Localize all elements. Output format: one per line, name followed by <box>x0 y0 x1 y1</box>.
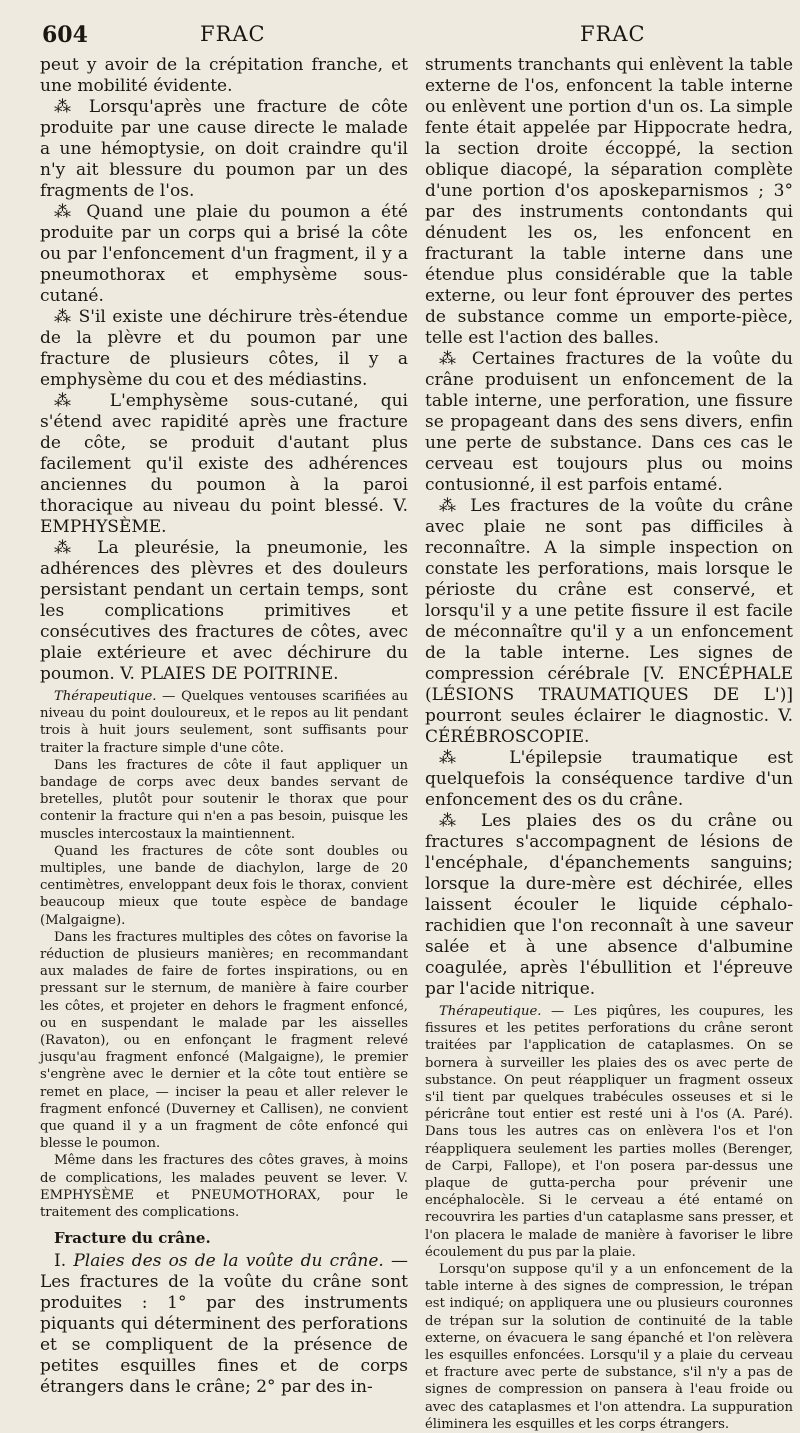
small-paragraph: Dans les fractures de côte il faut appliquer un bandage de corps avec deux bandes servant de bretelles, plutôt pour soutenir le thorax que pour contenir la fracture qui n'en a pas besoin, puisque les muscles intercostaux la maintiennent. <box>40 757 408 842</box>
small-paragraph: Même dans les fractures des côtes graves, à moins de complications, les malades peuvent se lever. V. EMPHYSÈME et PNEUMOTHORAX, pour le traitement des complications. <box>40 1153 408 1221</box>
subsection-title: Plaies des os de la voûte du crâne. <box>73 1251 384 1272</box>
paragraph: ⁂ Les plaies des os du crâne ou fractures s'accompagnent de lésions de l'encéphale, d'épanchements sanguins; lorsque la dure-mère est déchirée, elles laissent écouler le liquide céphalo-rachidien que l'on reconnaît à une saveur salée et à une absence d'albumine coagulée, après l'ébullition et l'épreuve par l'acide nitrique. <box>425 811 793 999</box>
therapeutics-label: Thérapeutique. <box>54 689 157 704</box>
left-column <box>40 55 408 1398</box>
paragraph: struments tranchants qui enlèvent la table externe de l'os, enfoncent la table interne ou enlèvent une portion d'un os. La simple fente était appelée par Hippocrate hedra, la section droite éccoppé, la section oblique diacopé, la séparation complète d'une portion d'os aposkeparnismos ; 3° par des instruments contondants qui dénudent les os, les enfoncent en fracturant la table interne dans une étendue plus considérable que la table externe, ou leur font éprouver des pertes de substance comme un emporte-pièce, telle est l'action des balles. <box>425 55 793 348</box>
paragraph: ⁂ Lorsqu'après une fracture de côte produite par une cause directe le malade a une hémoptysie, on doit craindre qu'il n'y ait blessure du poumon par un des fragments de l'os. <box>40 97 408 201</box>
small-paragraph: Lorsqu'on suppose qu'il y a un enfoncement de la table interne à des signes de compression, le trépan est indiqué; on appliquera une ou plusieurs couronnes de trépan sur la solution de continuité de la table externe, on évacuera le sang épanché et l'on relèvera les esquilles enfoncées. Lorsqu'il y a plaie du cerveau et fracture avec perte de substance, s'il n'y a pas de signes de compression on pansera à l'eau froide ou avec des cataplasmes et l'on attendra. La suppuration éliminera les esquilles et les corps étrangers. <box>425 1262 793 1432</box>
page-header <box>0 22 800 52</box>
paragraph: ⁂ S'il existe une déchirure très-étendue de la plèvre et du poumon par une fracture de plusieurs côtes, il y a emphysème du cou et des médiastins. <box>40 307 408 390</box>
therapeutics-label: Thérapeutique. <box>439 1004 542 1019</box>
therapeutics-text: — Quelques ventouses scarifiées au niveau du point douloureux, et le repos au lit pendant trois à huit jours seulement, sont suffisants pour traiter la fracture simple d'une côte. <box>40 689 408 756</box>
paragraph: ⁂ Certaines fractures de la voûte du crâne produisent un enfoncement de la table interne, une perforation, une fissure se propageant dans des sens divers, enfin une perte de substance. Dans ces cas le cerveau est toujours plus ou moins contusionné, il est parfois entamé. <box>425 349 793 495</box>
section-heading: Fracture du crâne. <box>54 1229 211 1248</box>
subsection-paragraph <box>40 1251 408 1398</box>
therapeutics-text: — Les piqûres, les coupures, les fissures et les petites perforations du crâne seront traitées par l'application de cataplasmes. On se bornera à surveiller les plaies des os avec perte de substance. On peut réappliquer un fragment osseux s'il tient par quelques trabécules osseuses et si le péricrâne tout entier est resté uni à l'os (A. Paré). Dans tous les autres cas on enlèvera l'os et l'on réappliquera seulement les parties molles (Berenger, de Carpi, Fallope), et l'on posera par-dessus une plaque de gutta-percha pour prévenir une encéphalocèle. Si le cerveau a été entamé on recouvrira les parties d'un cataplasme sans presser, et l'on placera le malade de manière à favoriser le libre écoulement du pus par la plaie. <box>425 1004 793 1260</box>
roman-numeral: I. <box>54 1251 67 1272</box>
paragraph: peut y avoir de la crépitation franche, et une mobilité évidente. <box>40 55 408 96</box>
page-number: 604 <box>42 22 88 48</box>
running-head-right: FRAC <box>580 22 646 46</box>
subsection-text: — Les fractures de la voûte du crâne sont produites : 1° par des instruments piquants qui déterminent des perforations et se compliquent de la présence de petites esquilles fines et de corps étrangers dans le crâne; 2° par des in- <box>40 1251 408 1398</box>
small-paragraph: Quand les fractures de côte sont doubles ou multiples, une bande de diachylon, large de 20 centimètres, enveloppant deux fois le thorax, convient beaucoup mieux que toute espèce de bandage (Malgaigne). <box>40 843 408 928</box>
paragraph: ⁂ Quand une plaie du poumon a été produite par un corps qui a brisé la côte ou par l'enfoncement d'un fragment, il y a pneumothorax et emphysème sous-cutané. <box>40 202 408 306</box>
running-head-left: FRAC <box>200 22 266 46</box>
paragraph: ⁂ L'emphysème sous-cutané, qui s'étend avec rapidité après une fracture de côte, se produit d'autant plus facilement qu'il existe des adhérences anciennes du poumon à la paroi thoracique au niveau du point blessé. V. EMPHYSÈME. <box>40 391 408 537</box>
paragraph: ⁂ L'épilepsie traumatique est quelquefois la conséquence tardive d'un enfoncement des os du crâne. <box>425 748 793 810</box>
therapeutics-paragraph <box>40 688 408 757</box>
small-paragraph: Dans les fractures multiples des côtes on favorise la réduction de plusieurs manières; en recommandant aux malades de faire de fortes inspirations, ou en pressant sur le sternum, de manière à faire courber les côtes, et projeter en dehors le fragment enfoncé, ou en suspendant le malade par les aisselles (Ravaton), ou en enfonçant le fragment relevé jusqu'au fragment enfoncé (Malgaigne), le premier s'engrène avec le dernier et la côte tout entière se remet en place, — inciser la peau et aller relever le fragment enfoncé (Duverney et Callisen), ne convient que quand il y a un fragment de côte enfoncé qui blesse le poumon. <box>40 929 408 1152</box>
therapeutics-paragraph <box>425 1003 793 1261</box>
paragraph: ⁂ La pleurésie, la pneumonie, les adhérences des plèvres et des douleurs persistant pendant un certain temps, sont les complications primitives et consécutives des fractures de côtes, avec plaie extérieure et avec déchirure du poumon. V. PLAIES DE POITRINE. <box>40 538 408 684</box>
right-column <box>425 55 793 1433</box>
paragraph: ⁂ Les fractures de la voûte du crâne avec plaie ne sont pas difficiles à reconnaître. A la simple inspection on constate les perforations, mais lorsque le périoste du crâne est conservé, et lorsqu'il y a une petite fissure il est facile de méconnaître qu'il y a un enfoncement de la table interne. Les signes de compression cérébrale [V. ENCÉPHALE (LÉSIONS TRAUMATIQUES DE L')] pourront seules éclairer le diagnostic. V. CÉRÉBROSCOPIE. <box>425 496 793 747</box>
